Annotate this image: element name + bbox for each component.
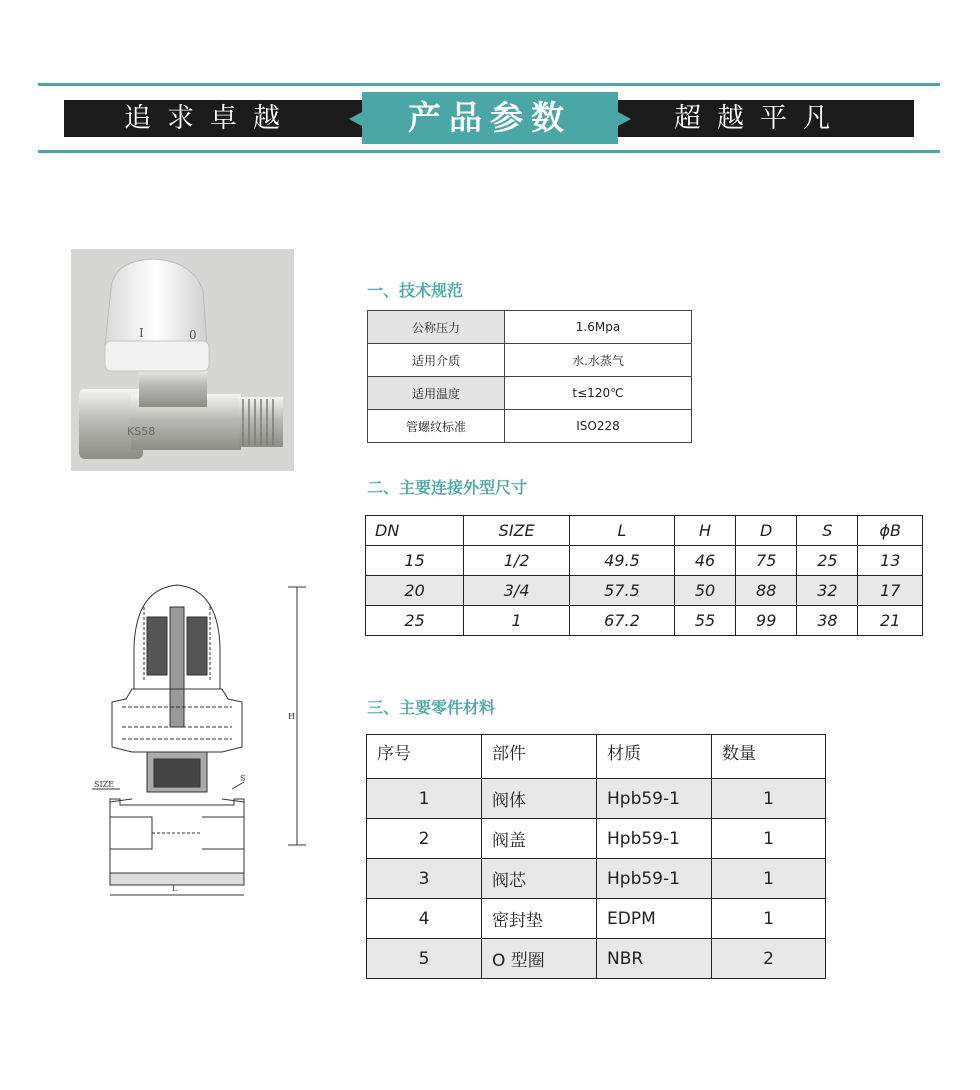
header-cell: S xyxy=(797,516,858,546)
cell: 38 xyxy=(797,606,858,636)
table-row xyxy=(368,377,692,410)
dimensions-table xyxy=(365,515,923,636)
cell: 密封垫 xyxy=(482,899,597,939)
cell: O 型圈 xyxy=(482,939,597,979)
cell: 1/2 xyxy=(464,546,570,576)
cell: 46 xyxy=(674,546,735,576)
table-row xyxy=(367,899,826,939)
cell: 20 xyxy=(366,576,464,606)
cell: 5 xyxy=(367,939,482,979)
cell: NBR xyxy=(597,939,712,979)
section-title-spec: 一、技术规范 xyxy=(367,281,464,300)
table-row xyxy=(366,606,923,636)
label-s: S xyxy=(240,774,246,783)
header-cell: D xyxy=(736,516,797,546)
table-header-row xyxy=(366,516,923,546)
cell: 88 xyxy=(736,576,797,606)
cell: 21 xyxy=(858,606,923,636)
valve-photo-icon xyxy=(71,249,294,471)
cell: 阀盖 xyxy=(482,819,597,859)
section-title-materials: 三、主要零件材料 xyxy=(367,698,496,717)
table-row xyxy=(368,344,692,377)
table-row xyxy=(367,939,826,979)
cell: 3/4 xyxy=(464,576,570,606)
header-cell: ϕB xyxy=(858,516,923,546)
arrow-left-icon xyxy=(349,112,362,126)
cell: 13 xyxy=(858,546,923,576)
header-cell: H xyxy=(674,516,735,546)
cell: 50 xyxy=(674,576,735,606)
header-cell: 数量 xyxy=(712,735,826,779)
cell: 67.2 xyxy=(570,606,675,636)
spec-label: 适用温度 xyxy=(368,377,505,410)
cell: 57.5 xyxy=(570,576,675,606)
header-cell: SIZE xyxy=(464,516,570,546)
cell: 99 xyxy=(736,606,797,636)
cell: 阀体 xyxy=(482,779,597,819)
table-row xyxy=(367,819,826,859)
table-header-row xyxy=(367,735,826,779)
cell: Hpb59-1 xyxy=(597,859,712,899)
cell: 75 xyxy=(736,546,797,576)
header-cell: DN xyxy=(366,516,464,546)
table-row xyxy=(368,410,692,443)
table-row xyxy=(367,859,826,899)
spec-label: 公称压力 xyxy=(368,311,505,344)
bottom-rule xyxy=(38,150,940,153)
dial-mark-one: I xyxy=(139,326,144,340)
valve-section-drawing xyxy=(92,577,307,897)
banner-title: 产品参数 xyxy=(362,92,618,144)
table-row xyxy=(366,576,923,606)
cell: 1 xyxy=(712,819,826,859)
cell: 1 xyxy=(367,779,482,819)
cell: 3 xyxy=(367,859,482,899)
dial-mark-zero: 0 xyxy=(189,328,197,342)
header-cell: 序号 xyxy=(367,735,482,779)
cell: 2 xyxy=(712,939,826,979)
label-size: SIZE xyxy=(94,780,115,789)
materials-table xyxy=(366,734,826,979)
top-rule xyxy=(38,83,940,86)
product-photo xyxy=(71,249,294,471)
cell: 49.5 xyxy=(570,546,675,576)
section-title-dimensions: 二、主要连接外型尺寸 xyxy=(367,478,528,497)
valve-drawing-icon xyxy=(92,577,307,897)
cell: 阀芯 xyxy=(482,859,597,899)
label-h: H xyxy=(288,712,295,721)
table-row xyxy=(366,546,923,576)
arrow-right-icon xyxy=(618,112,631,126)
cell: Hpb59-1 xyxy=(597,819,712,859)
header-cell: 材质 xyxy=(597,735,712,779)
cell: Hpb59-1 xyxy=(597,779,712,819)
spec-table xyxy=(367,310,692,443)
body-marking: KS58 xyxy=(127,425,156,438)
label-l: L xyxy=(172,884,178,893)
cell: 1 xyxy=(712,779,826,819)
table-row xyxy=(368,311,692,344)
header-cell: 部件 xyxy=(482,735,597,779)
header-cell: L xyxy=(570,516,675,546)
spec-value: t≤120℃ xyxy=(505,377,692,410)
cell: 17 xyxy=(858,576,923,606)
cell: 32 xyxy=(797,576,858,606)
cell: 2 xyxy=(367,819,482,859)
spec-label: 管螺纹标准 xyxy=(368,410,505,443)
cell: 55 xyxy=(674,606,735,636)
cell: 25 xyxy=(797,546,858,576)
cell: 25 xyxy=(366,606,464,636)
spec-label: 适用介质 xyxy=(368,344,505,377)
cell: 1 xyxy=(712,859,826,899)
spec-value: ISO228 xyxy=(505,410,692,443)
table-row xyxy=(367,779,826,819)
banner-left-slogan: 追求卓越 xyxy=(124,103,296,134)
cell: 1 xyxy=(464,606,570,636)
cell: EDPM xyxy=(597,899,712,939)
cell: 4 xyxy=(367,899,482,939)
spec-value: 1.6Mpa xyxy=(505,311,692,344)
cell: 1 xyxy=(712,899,826,939)
banner-right-slogan: 超越平凡 xyxy=(674,103,846,134)
spec-value: 水.水蒸气 xyxy=(505,344,692,377)
cell: 15 xyxy=(366,546,464,576)
